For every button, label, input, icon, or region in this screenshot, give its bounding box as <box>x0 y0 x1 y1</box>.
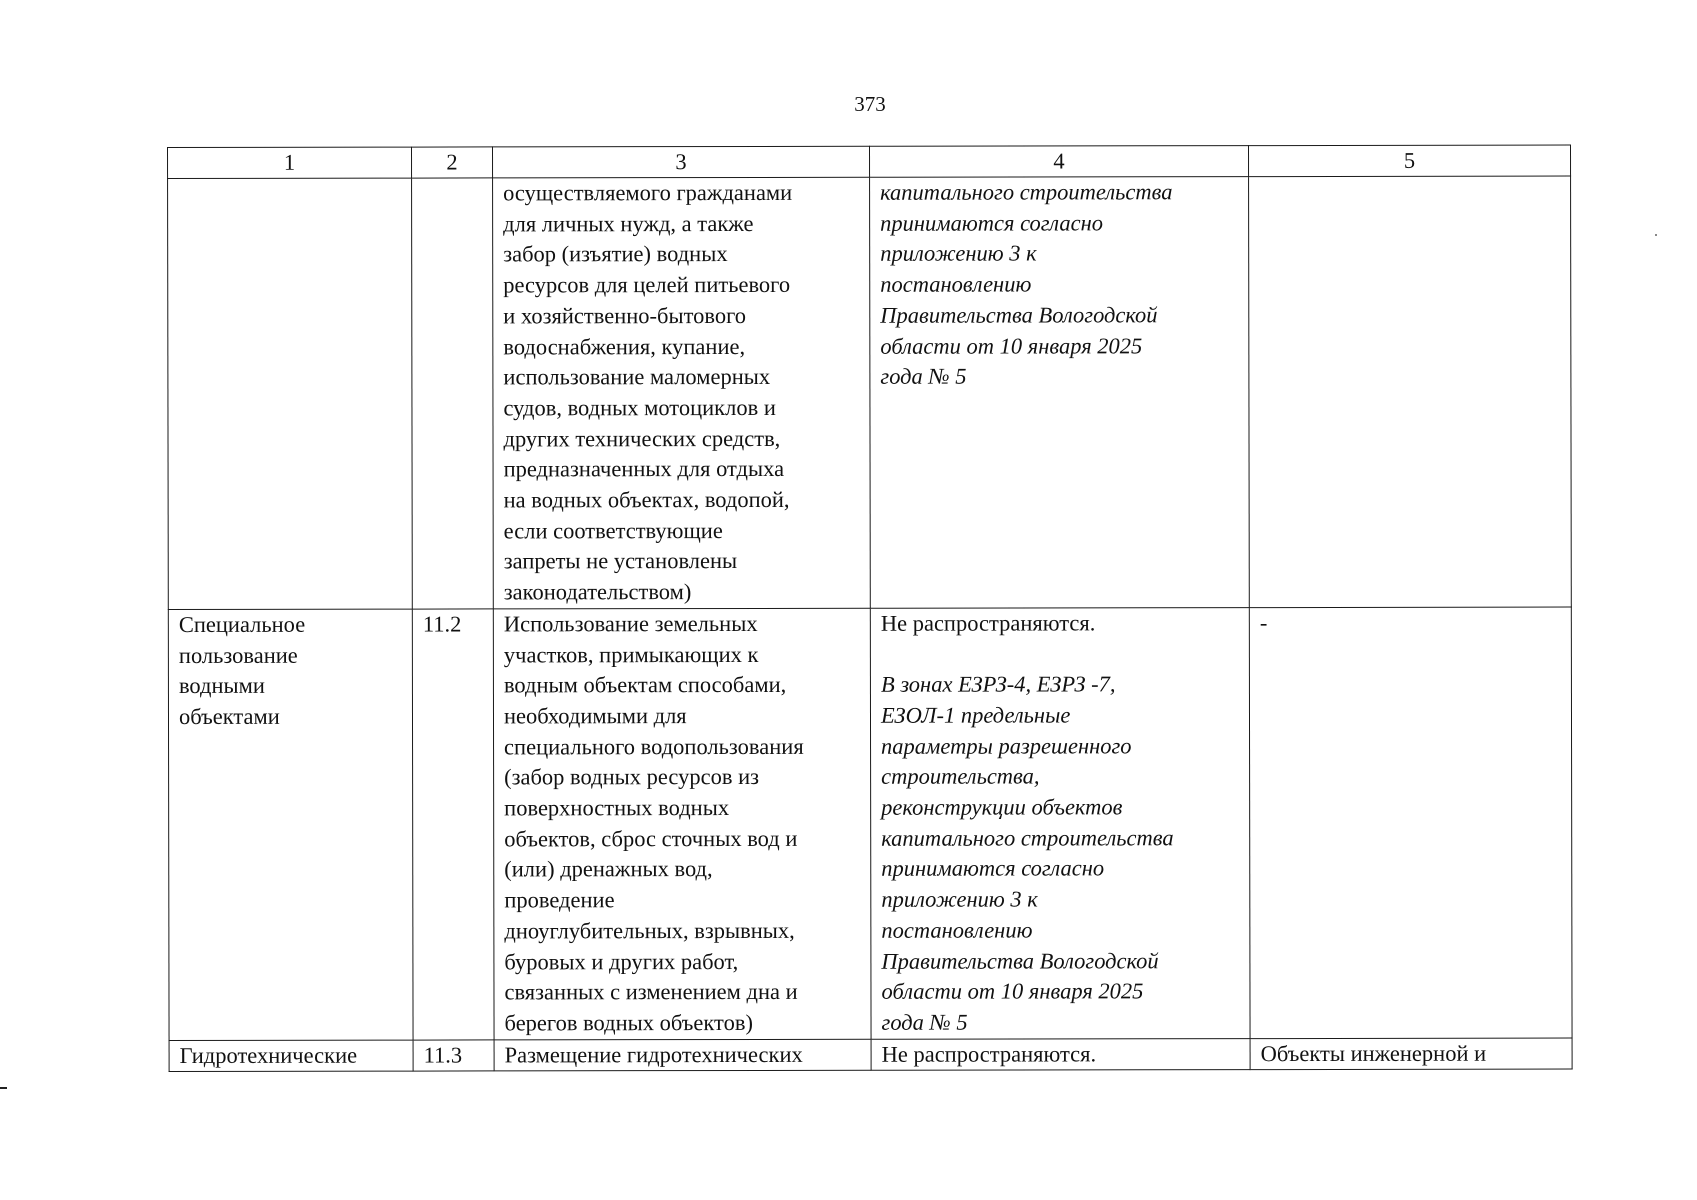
table-row <box>169 1038 1572 1072</box>
description-line: для личных нужд, а также <box>503 210 754 237</box>
description-line: судов, водных мотоциклов и <box>503 394 776 421</box>
description-line: буровых и других работ, <box>504 948 739 974</box>
use-type-name-cell <box>168 178 413 609</box>
parameters-cell <box>870 177 1250 609</box>
parameters-line: параметры разрешенного <box>881 732 1132 759</box>
parameters-line: принимаются согласно <box>881 855 1105 882</box>
table-row <box>168 176 1572 609</box>
description-line: использование маломерных <box>503 364 771 390</box>
description-line: если соответствующие <box>503 517 723 544</box>
description-line: (или) дренажных вод, <box>504 856 713 882</box>
use-type-code-cell: 11.2 <box>412 609 494 1040</box>
description-line: проведение <box>504 887 615 913</box>
parameters-line: Правительства Вологодской <box>880 302 1158 328</box>
parameters-line: Не распространяются. <box>881 1041 1097 1067</box>
parameters-line: постановлению <box>880 271 1032 297</box>
use-type-name-line: водными <box>178 673 265 699</box>
description-line: объектов, сброс сточных вод и <box>504 825 798 852</box>
use-type-code-cell: 11.3 <box>413 1040 494 1072</box>
scan-dust-dot <box>1655 234 1657 236</box>
page-number: 373 <box>854 92 886 116</box>
parameters-cell <box>870 607 1250 1039</box>
related-objects-cell <box>1250 1038 1572 1070</box>
related-objects-line: Объекты инженерной и <box>1260 1040 1487 1066</box>
parameters-line: реконструкции объектов <box>881 794 1123 820</box>
column-header-5: 5 <box>1248 145 1570 177</box>
use-description-cell <box>493 608 871 1040</box>
use-type-name-line: объектами <box>178 703 280 729</box>
description-line: водным объектам способами, <box>503 672 787 698</box>
description-line: на водных объектах, водопой, <box>503 486 790 513</box>
parameters-line: капитального строительства <box>880 179 1173 205</box>
table-row <box>168 607 1572 1040</box>
scan-edge-mark <box>0 1087 7 1089</box>
description-line: необходимыми для <box>503 703 687 729</box>
parameters-line: Правительства Вологодской <box>881 947 1159 974</box>
description-line: и хозяйственно-бытового <box>503 302 747 329</box>
column-header-4: 4 <box>869 146 1248 178</box>
parameters-line: приложению 3 к <box>881 886 1038 912</box>
parameters-line: принимаются согласно <box>880 210 1104 236</box>
use-type-name-cell <box>168 609 413 1040</box>
related-objects-cell <box>1249 176 1572 607</box>
parameters-line: строительства, <box>881 763 1040 790</box>
description-line: специального водопользования <box>504 733 804 760</box>
description-line: связанных с изменением дна и <box>504 979 798 1005</box>
related-objects-line: - <box>1259 609 1268 635</box>
zoning-table <box>167 145 1573 1073</box>
header-row <box>168 145 1571 178</box>
parameters-line: В зонах ЕЗРЗ-4, ЕЗРЗ -7, <box>880 671 1116 697</box>
parameters-line: приложению 3 к <box>880 240 1037 267</box>
parameters-line: ЕЗОЛ-1 предельные <box>880 702 1071 728</box>
description-line: водоснабжения, купание, <box>503 333 746 359</box>
parameters-line: области от 10 января 2025 <box>881 978 1144 1005</box>
column-header-2: 2 <box>412 147 493 178</box>
description-line: забор (изъятие) водных <box>503 241 728 267</box>
description-line: дноуглубительных, взрывных, <box>504 917 795 944</box>
description-line: ресурсов для целей питьевого <box>503 272 791 298</box>
description-line: берегов водных объектов) <box>504 1009 753 1036</box>
description-line: (забор водных ресурсов из <box>504 764 760 790</box>
use-type-name-line: пользование <box>178 642 298 668</box>
description-line: Использование земельных <box>503 610 758 637</box>
description-line: осуществляемого гражданами <box>503 179 793 206</box>
column-header-3: 3 <box>493 146 870 178</box>
description-line: запреты не установлены <box>503 548 738 574</box>
use-type-name-cell <box>169 1040 413 1072</box>
use-type-name-line: Гидротехнические <box>179 1042 358 1068</box>
description-line: других технических средств, <box>503 425 781 452</box>
description-line: участков, примыкающих к <box>503 641 759 667</box>
description-line: Размещение гидротехнических <box>504 1041 803 1068</box>
paragraph-gap <box>881 639 1239 670</box>
parameters-line: года № 5 <box>881 1009 968 1035</box>
use-description-cell <box>494 1039 871 1071</box>
description-line: поверхностных водных <box>504 795 730 821</box>
parameters-line: капитального строительства <box>881 824 1174 851</box>
parameters-line: года № 5 <box>880 363 967 389</box>
use-type-name-line: Специальное <box>178 611 306 637</box>
parameters-line: постановлению <box>881 917 1033 943</box>
column-header-1: 1 <box>168 147 412 178</box>
use-type-code-cell <box>412 178 494 609</box>
related-objects-cell <box>1249 607 1572 1038</box>
description-line: предназначенных для отдыха <box>503 456 785 482</box>
parameters-line: Не распространяются. <box>880 610 1096 636</box>
use-description-cell <box>493 177 871 609</box>
parameters-line: области от 10 января 2025 <box>880 332 1143 359</box>
description-line: законодательством) <box>503 579 692 605</box>
parameters-cell <box>871 1038 1250 1070</box>
